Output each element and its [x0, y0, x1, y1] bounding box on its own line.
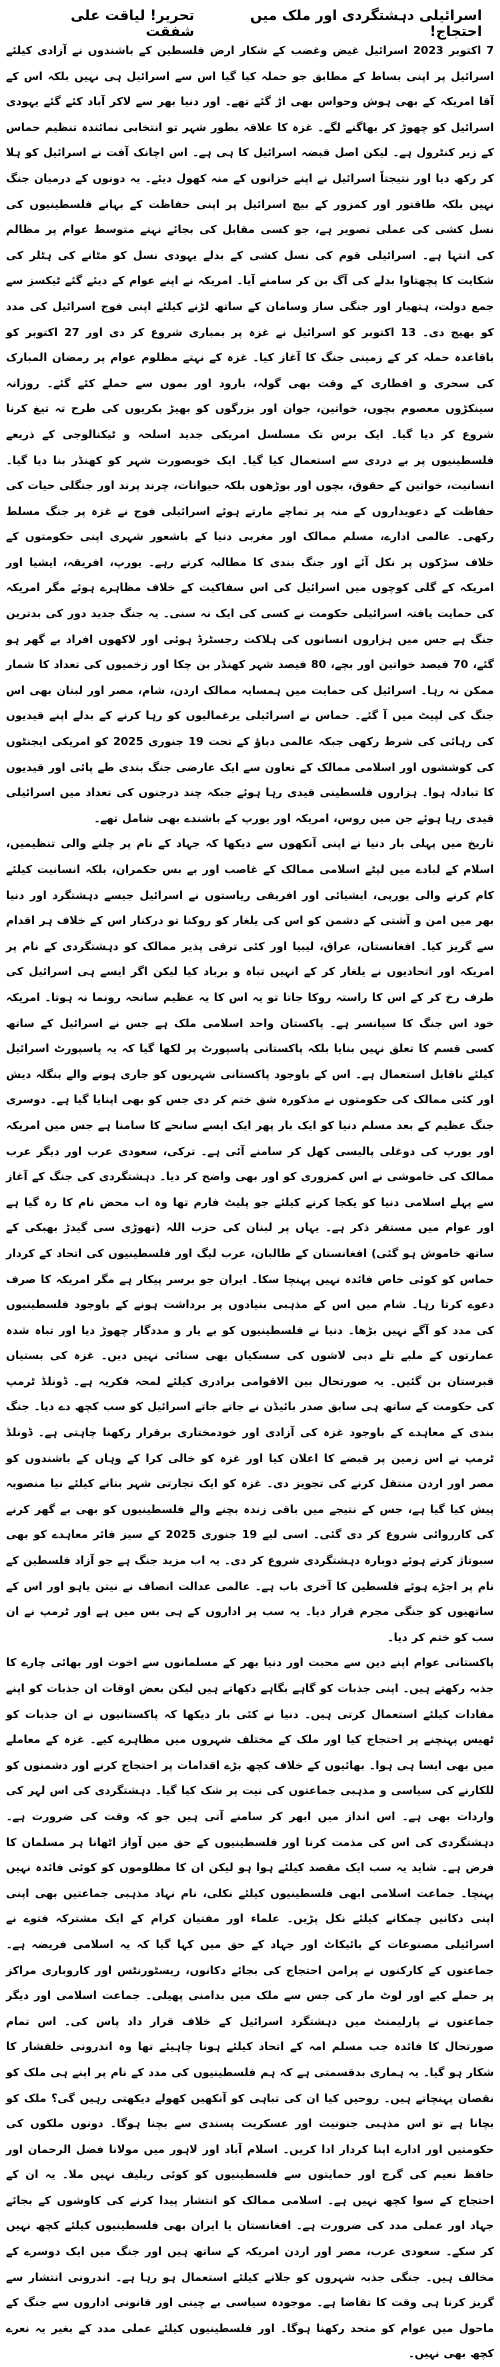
article-body: [6, 38, 494, 2367]
article-header: [6, 4, 494, 38]
article-paragraph: تاریخ میں پہلی بار دنیا نے اپنی آنکھوں سے دیکھا کہ جہاد کے نام پر چلنے والی تنظیمیں، اسلام کے لبادے میں لپٹے اسلامی ممالک کے غاصب اور بے بس حکمران، بلکہ انسانیت کیلئے کام کرنے والی یورپی، ایشیائی اور افریقی ریاستوں نے اسرائیل جیسے دہشتگرد اور دنیا بھر میں امن و آشتی کے دشمن کو اس کی یلغار کو روکنا تو درکنار اس کے خلاف ہر اقدام سے گریز کیا۔ افغانستان، عراق، لیبیا اور کئی ترقی پذیر ممالک کو دہشتگردی کے نام پر امریکہ اور اتحادیوں نے یلغار کر کے انہیں تباہ و برباد کیا لیکن اگر ایسے ہی اسرائیل کی طرف رخ کر کے اس کا راستہ روکا جاتا تو یہ اس کا یہ عظیم سانحہ رونما نہ ہوتا۔ امریکہ خود اس جنگ کا سپانسر ہے۔ پاکستان واحد اسلامی ملک ہے جس نے اسرائیل کے ساتھ کسی قسم کا تعلق نہیں بنایا بلکہ پاکستانی پاسپورٹ پر لکھا گیا کہ یہ پاسپورٹ اسرائیل کیلئے ناقابل استعمال ہے۔ اس کے باوجود پاکستانی شہریوں کو جاری ہونے والے بنگلہ دیش اور کئی ممالک کی حکومتوں نے مذکورہ شق ختم کر دی جس کو بھی اپنایا گیا ہے۔ دوسری جنگ عظیم کے بعد مسلم دنیا کو ایک بار پھر ایک ایسے سانحے کا سامنا ہے جس میں امریکہ اور یورپ کی دوغلی پالیسی کھل کر سامنے آئی ہے۔ ترکی، سعودی عرب اور دیگر عرب ممالک کی خاموشی نے اس کمزوری کو اور بھی واضح کر دیا۔ دہشتگردی کی جنگ کے آغاز سے پہلے اسلامی دنیا کو یکجا کرنے کیلئے جو پلیٹ فارم تھا وہ اب محض نام کا رہ گیا ہے اور عوام میں مستقر ذکر ہے۔ یہاں پر لبنان کی حزب اللہ (تھوڑی سی گیدڑ بھبکی کے ساتھ خاموش ہو گئی) افغانستان کے طالبان، عرب لیگ اور فلسطینیوں کی اتحاد کے کردار حماس کو کوئی خاص فائدہ نہیں پہنچا سکا۔ ایران جو برسر پیکار ہے مگر امریکہ کا صرف دعوے کرتا رہا۔ شام میں اس کے مذہبی بنیادوں پر برداشت ہونے کے باوجود فلسطینیوں کی مدد کو آگے نہیں بڑھا۔ دنیا نے فلسطینیوں کو بے یار و مددگار چھوڑ دیا اور تباہ شدہ عمارتوں کے ملبے تلے دبی لاشوں کی سسکیاں بھی سنائی نہیں دیں۔ غزہ کی بستیاں قبرستان بن گئیں۔ یہ صورتحال بین الاقوامی برادری کیلئے لمحہ فکریہ ہے۔ ڈونلڈ ٹرمپ کی حکومت کے ساتھ ہی سابق صدر بائیڈن نے جاتے جاتے اسرائیل کو سب کچھ دے دیا۔ جنگ بندی کے معاہدے کے باوجود غزہ کی آزادی اور خودمختاری برقرار رکھنا چاہتی ہے۔ ڈونلڈ ٹرمپ نے اس زمین پر قبضے کا اعلان کیا اور غزہ کو خالی کرا کے وہاں کے باشندوں کو مصر اور اردن منتقل کرنے کی تجویز دی۔ غزہ کو ایک تجارتی شہر بنانے کیلئے نیا منصوبہ پیش کیا گیا ہے، جس کے نتیجے میں باقی زندہ بچنے والے فلسطینیوں کو بھی بے گھر کرنے کی کارروائی شروع کر دی گئی۔ اسی لیے 19 جنوری 2025 کے سیز فائر معاہدے کو بھی سبوتاژ کرتے ہوئے دوبارہ دہشتگردی شروع کر دی۔ یہ اب مزید جنگ ہے جو آزاد فلسطین کے نام پر اجڑے ہوئے فلسطین کا آخری باب ہے۔ عالمی عدالت انصاف نے نیتن یاہو اور اس کے ساتھیوں کو جنگی مجرم قرار دیا۔ یہ سب پر اداروں کے ہی بس میں ہے اور ٹرمپ نے ان سب کو ختم کر دیا۔: [6, 837, 494, 1644]
article-paragraph: پاکستانی عوام اپنے دین سے محبت اور دنیا بھر کے مسلمانوں سے اخوت اور بھائی چارے کا جذبہ رکھتے ہیں۔ اپنی جذبات کو گاہے بگاہے دکھاتے ہیں لیکن بعض اوقات ان جذبات کو اپنے مفادات کیلئے استعمال کرتی ہیں۔ دنیا نے کئی بار دیکھا کہ پاکستانیوں نے ان جذبات کو ٹھیس پہنچنے پر احتجاج کیا اور ملک کے مختلف شہروں میں مظاہرے کیے۔ غزہ کے معاملے میں بھی ایسا ہی ہوا۔ بھائیوں کے خلاف کچھ بڑے اقدامات پر احتجاج کرنے اور دشمنوں کو للکارنے کی سیاسی و مذہبی جماعتوں کی نیت پر شک کیا گیا۔ دہشتگردی کی اس لہر کی واردات بھی ہے۔ اس انداز میں ابھر کر سامنے آتی ہیں جو کہ وقت کی ضرورت ہے۔ دہشتگردی کی اس کی مذمت کرنا اور فلسطینیوں کے حق میں آواز اٹھانا ہر مسلمان کا فرض ہے۔ شاید یہ سب ایک مقصد کیلئے ہوا ہو لیکن ان کا مظلوموں کو کوئی فائدہ نہیں پہنچا۔ جماعت اسلامی ابھی فلسطینیوں کیلئے نکلی، نام نہاد مذہبی جماعتیں بھی اپنی اپنی دکانیں چمکانے کیلئے نکل پڑیں۔ علماء اور مفتیان کرام کے ایک مشترکہ فتوے نے اسرائیلی مصنوعات کے بائیکاٹ اور جہاد کے حق میں کہا گیا کہ یہ اسلامی فریضہ ہے۔ جماعتوں کے کارکنوں نے پرامن احتجاج کی بجائے دکانوں، ریسٹورنٹس اور کاروباری مراکز پر حملے کیے اور لوٹ مار کی جس سے ملک میں بدامنی پھیلی۔ جماعت اسلامی اور دیگر جماعتوں نے پارلیمنٹ میں دہشتگرد اسرائیل کے خلاف قرار داد پاس کی۔ اس تمام صورتحال کا فائدہ جب مسلم امہ کے اتحاد کیلئے ہونا چاہیئے تھا وہ اندرونی خلفشار کا شکار ہو گیا۔ یہ ہماری بدقسمتی ہے کہ ہم فلسطینیوں کی مدد کے نام پر اپنے ہی ملک کو نقصان پہنچاتے ہیں۔ روحیں کیا ان کی تباہی کو آنکھیں کھولے دیکھتی رہیں گی؟ ملک کو بچانا ہے تو اس مذہبی جنونیت اور عسکریت پسندی سے بچنا ہوگا۔ دونوں ملکوں کی حکومتیں اور ادارے اپنا کردار ادا کریں۔ اسلام آباد اور لاہور میں مولانا فضل الرحمان اور حافظ نعیم کی گرج اور حمایتوں سے فلسطینیوں کو کوئی ریلیف نہیں ملا۔ یہ ان کے احتجاج کے سوا کچھ نہیں ہے۔ اسلامی ممالک کو انتشار پیدا کرنے کی کاوشوں کے بجائے جہاد اور عملی مدد کی ضرورت ہے۔ افغانستان یا ایران بھی فلسطینیوں کیلئے کچھ نہیں کر سکے۔ سعودی عرب، مصر اور اردن امریکہ کے ساتھ ہیں اور جنگ میں ایک دوسرے کے مخالف ہیں۔ جنگی جذبہ شہروں کو جلانے کیلئے استعمال ہو رہا ہے۔ اندرونی انتشار سے گریز کرنا ہی وقت کا تقاضا ہے۔ موجودہ سیاسی بے چینی اور قانونی اداروں سے جنگ کے ماحول میں عوام کو متحد رکھنا ہوگا۔ اور فلسطینیوں کیلئے عملی مدد کے بغیر یہ نعرے کچھ بھی نہیں۔: [6, 1656, 494, 2361]
article-paragraph: 7 اکتوبر 2023 اسرائیل غیض وغضب کے شکار ارض فلسطین کے باشندوں نے آزادی کیلئے اسرائیل پر اپنی بساط کے مطابق جو حملہ کیا گیا اس سے اسرائیل ہی نہیں بلکہ اس کے آقا امریکہ کے بھی ہوش وحواس بھی اڑ گئے تھے۔ اور دنیا بھر سے لاکر آباد کئے گئے یہودی اسرائیل کو چھوڑ کر بھاگنے لگے۔ غزہ کا علاقہ بطور شہر تو انتخابی نمائندہ تنظیم حماس کے زیر کنٹرول ہے۔ لیکن اصل قبضہ اسرائیل کا ہی ہے۔ اس اچانک آفت نے اسرائیل کو ہلا کر رکھ دیا اور نتیجتاً اسرائیل نے اپنے خزانوں کے منہ کھول دیئے۔ یہ دونوں کے درمیان جنگ نہیں بلکہ طاقتور اور کمزور کے بیچ اسرائیل پر اپنی حفاظت کے بہانے فلسطینیوں کی نسل کشی کی عملی تصویر ہے، جو کسی مقابل کی بجائے نہتے متوسط عوام پر مظالم کی انتہا ہے۔ اسرائیلی قوم کی نسل کشی کے بدلے یہودی نسل کو مٹانے کی ہٹلر کی شکایت کا پچھتاوا بدلے کی آگ بن کر سامنے آیا۔ امریکہ نے اپنے عوام کے دیئے گئے ٹیکسز سے جمع دولت، ہتھیار اور جنگی ساز وسامان کے ساتھ لڑنے کیلئے اپنی فوج اسرائیل کی مدد کو بھیج دی۔ 13 اکتوبر کو اسرائیل نے غزہ پر بمباری شروع کر دی اور 27 اکتوبر کو باقاعدہ حملہ کر کے زمینی جنگ کا آغاز کیا۔ غزہ کے نہتے مظلوم عوام پر رمضان المبارک کی سحری و افطاری کے وقت بھی گولہ، بارود اور بموں سے حملے کئے گئے۔ روزانہ سینکڑوں معصوم بچوں، خواتین، جوان اور بزرگوں کو بھیڑ بکریوں کی طرح تہ تیغ کرنا شروع کر دیا گیا۔ ایک برس تک مسلسل امریکی جدید اسلحہ و ٹیکنالوجی کے ذریعے فلسطینیوں پر بے دردی سے استعمال کیا گیا۔ ایک خوبصورت شہر کو کھنڈر بنا دیا گیا۔ انسانیت، خواتین کے حقوق، بچوں اور بوڑھوں بلکہ حیوانات، چرند پرند اور جنگلی حیات کی حفاظت کے دعویداروں کے منہ پر تماچے مارتے ہوئے اسرائیلی فوج نے غزہ پر جنگ مسلط رکھی۔ عالمی ادارے، مسلم ممالک اور مغربی دنیا کے باشعور شہری اپنی حکومتوں کے خلاف سڑکوں پر نکل آئے اور جنگ بندی کا مطالبہ کرتے رہے۔ یورپ، افریقہ، ایشیا اور امریکہ کے گلی کوچوں میں اسرائیل کی اس سفاکیت کے خلاف مظاہرے ہوئے مگر امریکہ کی حمایت یافتہ اسرائیلی حکومت نے کسی کی ایک نہ سنی۔ یہ جنگ جدید دور کی بدترین جنگ ہے جس میں ہزاروں انسانوں کی ہلاکت رجسٹرڈ ہوئی اور لاکھوں افراد بے گھر ہو گئے، 70 فیصد خواتین اور بچے، 80 فیصد شہر کھنڈر بن چکا اور زخمیوں کی تعداد کا شمار ممکن نہ رہا۔ اسرائیل کی حمایت میں ہمسایہ ممالک اردن، شام، مصر اور لبنان بھی اس جنگ کی لپیٹ میں آ گئے۔ حماس نے اسرائیلی یرغمالیوں کو رہا کرنے کے بدلے اپنے قیدیوں کی رہائی کی شرط رکھی جبکہ عالمی دباؤ کے تحت 19 جنوری 2025 کو امریکی ایجنٹوں کی کوششوں اور اسلامی ممالک کے تعاون سے ایک عارضی جنگ بندی طے پائی اور قیدیوں کا تبادلہ ہوا۔ ہزاروں فلسطینی قیدی رہا ہوئے جبکہ چند درجنوں کی تعداد میں اسرائیلی قیدی رہا ہوئے جن میں روس، امریکہ اور یورپ کے باشندے بھی شامل تھے۔: [6, 44, 495, 825]
article-byline: تحریر! لیاقت علی شفقت: [70, 8, 195, 40]
article-headline: اسرائیلی دہشتگردی اور ملک میں احتجاج!: [250, 8, 482, 40]
